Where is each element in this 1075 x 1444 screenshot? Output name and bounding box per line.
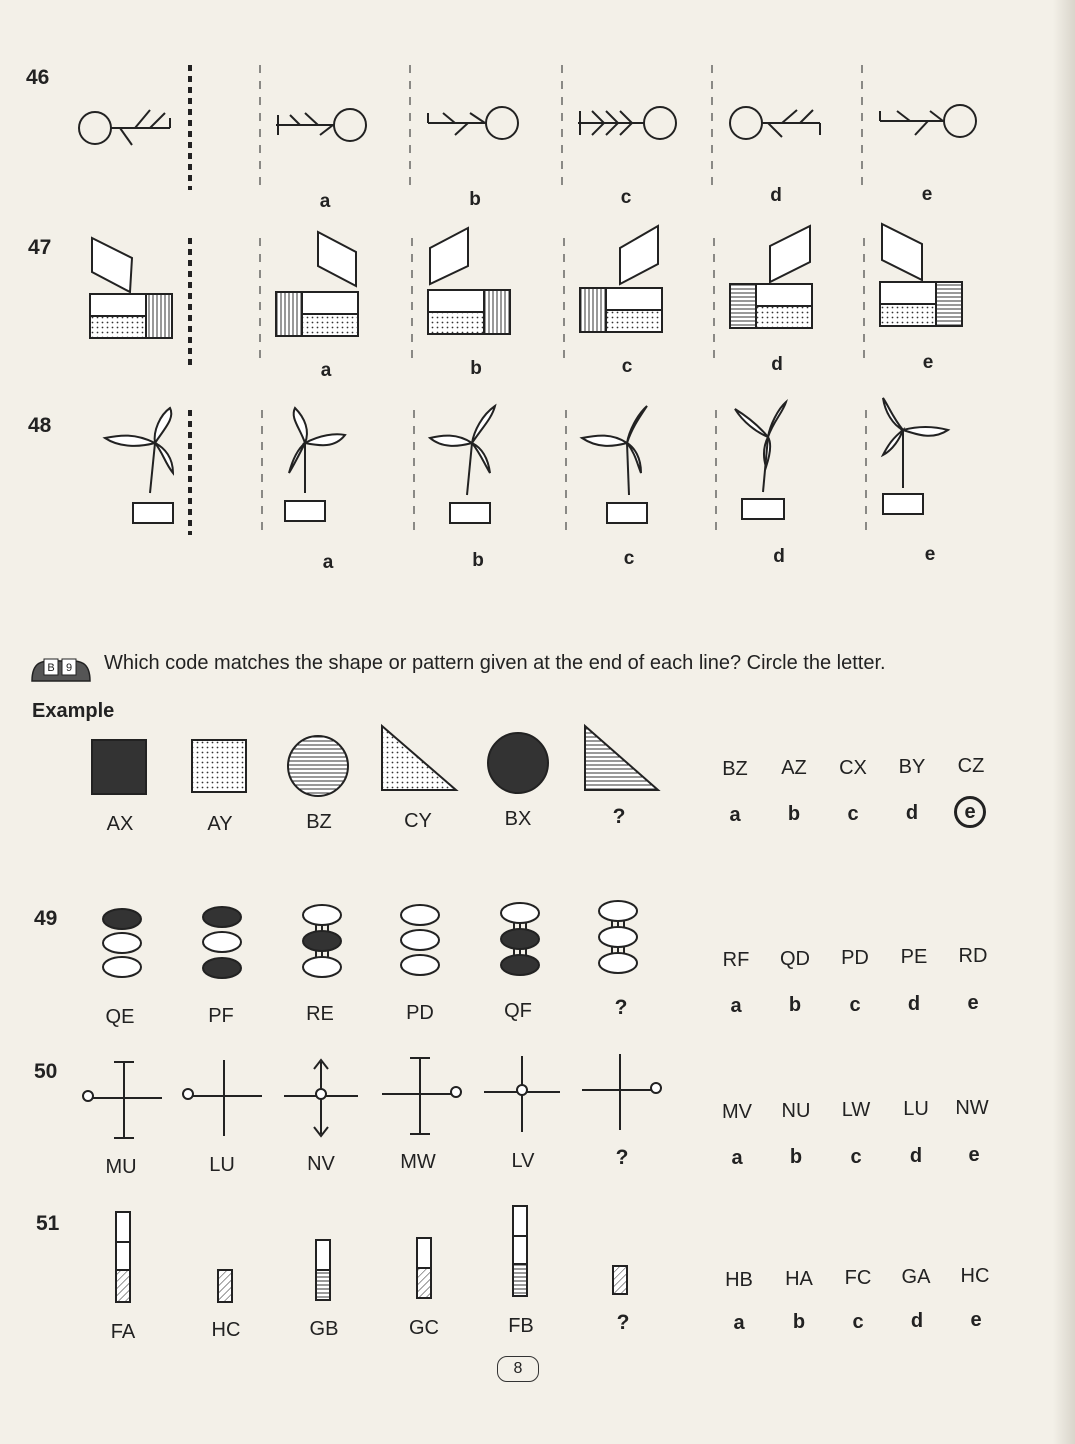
q51-option-d-code: GA bbox=[901, 1266, 931, 1288]
q50-figure-4 bbox=[382, 1058, 461, 1134]
q47-option-c-figure bbox=[580, 226, 662, 332]
question-48-figures bbox=[0, 395, 1000, 545]
q46-option-c-figure bbox=[578, 107, 676, 139]
question-46-figures bbox=[0, 55, 1000, 215]
q46-label-c[interactable]: c bbox=[620, 187, 632, 208]
q49-code-3: RE bbox=[306, 1003, 334, 1025]
q49-letter-c[interactable]: c bbox=[849, 994, 861, 1016]
q49-letter-a[interactable]: a bbox=[730, 995, 742, 1017]
q50-letter-c[interactable]: c bbox=[850, 1146, 862, 1168]
example-option-c-code: CX bbox=[839, 757, 867, 779]
q51-code-3: GB bbox=[309, 1318, 339, 1340]
q47-option-a-figure bbox=[276, 232, 358, 336]
example-code-4: CY bbox=[404, 810, 432, 832]
example-heading: Example bbox=[32, 700, 115, 722]
q48-option-d-figure bbox=[735, 402, 786, 519]
example-figures bbox=[0, 720, 700, 800]
badge-letter: B bbox=[47, 662, 55, 674]
q51-code-1: FA bbox=[110, 1321, 136, 1343]
q46-given-figure bbox=[79, 110, 170, 145]
q50-letter-d[interactable]: d bbox=[909, 1145, 923, 1167]
example-shape-striped-triangle bbox=[585, 726, 658, 790]
example-shape-striped-circle bbox=[288, 736, 348, 796]
q47-option-d-figure bbox=[730, 226, 812, 328]
example-shape-dotted-triangle bbox=[382, 726, 456, 790]
q50-option-e-code: NW bbox=[955, 1097, 989, 1119]
q47-label-d[interactable]: d bbox=[771, 354, 783, 375]
example-letter-d[interactable]: d bbox=[905, 802, 919, 824]
q49-option-e-code: RD bbox=[958, 945, 988, 967]
question-50-figures bbox=[0, 1050, 700, 1150]
q51-letter-b[interactable]: b bbox=[792, 1311, 806, 1333]
q48-label-a[interactable]: a bbox=[322, 552, 334, 573]
q49-figure-1 bbox=[103, 909, 141, 977]
q49-code-1: QE bbox=[105, 1006, 135, 1028]
question-51-number: 51 bbox=[36, 1212, 60, 1235]
q47-option-e-figure bbox=[880, 224, 962, 326]
question-49-number: 49 bbox=[34, 907, 58, 930]
question-47-figures bbox=[0, 220, 1000, 370]
q46-option-e-figure bbox=[880, 105, 976, 137]
badge-number: 9 bbox=[65, 662, 73, 674]
q48-option-e-figure bbox=[883, 398, 948, 514]
q50-option-b-code: NU bbox=[781, 1100, 811, 1122]
example-code-2: AY bbox=[207, 813, 233, 835]
q49-letter-b[interactable]: b bbox=[788, 994, 802, 1016]
q50-figure-2 bbox=[183, 1060, 262, 1136]
q46-label-b[interactable]: b bbox=[469, 189, 481, 210]
q50-question-mark: ? bbox=[615, 1146, 629, 1169]
q50-figure-3 bbox=[284, 1060, 358, 1136]
q49-option-b-code: QD bbox=[780, 948, 810, 970]
q50-code-3: NV bbox=[307, 1153, 335, 1175]
q50-figure-1 bbox=[83, 1062, 162, 1138]
question-46-number: 46 bbox=[26, 66, 50, 89]
q51-code-2: HC bbox=[211, 1319, 241, 1341]
question-51-figures bbox=[0, 1200, 700, 1310]
q49-figure-5 bbox=[501, 903, 539, 975]
example-option-d-code: BY bbox=[898, 756, 926, 778]
q51-code-4: GC bbox=[409, 1317, 439, 1339]
example-letter-b[interactable]: b bbox=[787, 803, 801, 825]
example-option-e-code: CZ bbox=[957, 755, 985, 777]
q49-letter-e[interactable]: e bbox=[967, 992, 979, 1014]
q51-figure-6 bbox=[613, 1266, 627, 1294]
q46-label-a[interactable]: a bbox=[319, 191, 331, 212]
book-badge-icon bbox=[30, 655, 92, 687]
page-number: 8 bbox=[497, 1356, 539, 1382]
q49-letter-d[interactable]: d bbox=[907, 993, 921, 1015]
q51-letter-c[interactable]: c bbox=[852, 1311, 864, 1333]
q50-code-1: MU bbox=[105, 1156, 137, 1178]
example-code-5: BX bbox=[504, 808, 532, 830]
q50-option-d-code: LU bbox=[903, 1098, 929, 1120]
q50-figure-6 bbox=[582, 1054, 661, 1130]
q50-option-c-code: LW bbox=[841, 1099, 871, 1121]
q47-label-a[interactable]: a bbox=[320, 360, 332, 381]
example-shape-black-circle bbox=[488, 733, 548, 793]
q51-figure-5 bbox=[513, 1206, 527, 1296]
q50-code-4: MW bbox=[400, 1151, 436, 1173]
q49-figure-3 bbox=[303, 905, 341, 977]
q48-given-figure bbox=[105, 408, 173, 523]
question-50-number: 50 bbox=[34, 1060, 58, 1083]
q49-question-mark: ? bbox=[614, 996, 628, 1019]
question-49-figures bbox=[0, 895, 700, 985]
q50-code-5: LV bbox=[511, 1150, 535, 1172]
q47-label-c[interactable]: c bbox=[621, 356, 633, 377]
q51-option-e-code: HC bbox=[960, 1265, 990, 1287]
example-shape-black-square bbox=[92, 740, 146, 794]
q49-code-4: PD bbox=[406, 1002, 434, 1024]
q50-code-2: LU bbox=[209, 1154, 235, 1176]
question-47-number: 47 bbox=[28, 236, 52, 259]
q51-figure-1 bbox=[116, 1212, 130, 1302]
q51-option-a-code: HB bbox=[725, 1269, 753, 1291]
example-code-1: AX bbox=[106, 813, 134, 835]
q48-label-c[interactable]: c bbox=[623, 548, 635, 569]
q49-figure-6 bbox=[599, 901, 637, 973]
q49-option-a-code: RF bbox=[722, 949, 750, 971]
example-option-a-code: BZ bbox=[722, 758, 748, 780]
q48-label-b[interactable]: b bbox=[472, 550, 484, 571]
q51-option-c-code: FC bbox=[844, 1267, 872, 1289]
q48-label-e[interactable]: e bbox=[924, 544, 936, 565]
q49-figure-2 bbox=[203, 907, 241, 978]
q51-option-b-code: HA bbox=[785, 1268, 813, 1290]
section-instruction: Which code matches the shape or pattern given at the end of each line? Circle the letter. bbox=[104, 652, 886, 674]
q50-letter-a[interactable]: a bbox=[731, 1147, 743, 1169]
q47-label-b[interactable]: b bbox=[470, 358, 482, 379]
q49-code-2: PF bbox=[208, 1005, 234, 1027]
q49-option-c-code: PD bbox=[841, 947, 869, 969]
q50-letter-e[interactable]: e bbox=[968, 1144, 980, 1166]
q51-code-5: FB bbox=[508, 1315, 534, 1337]
page-edge-shadow bbox=[1053, 0, 1075, 1444]
q51-letter-d[interactable]: d bbox=[910, 1310, 924, 1332]
q50-figure-5 bbox=[484, 1056, 560, 1132]
example-question-mark: ? bbox=[612, 805, 626, 828]
q48-option-c-figure bbox=[582, 406, 647, 523]
q46-label-e[interactable]: e bbox=[921, 184, 933, 205]
example-letter-a[interactable]: a bbox=[729, 804, 741, 826]
q48-option-b-figure bbox=[430, 406, 495, 523]
q47-given-figure bbox=[90, 238, 172, 338]
q51-question-mark: ? bbox=[616, 1311, 630, 1334]
example-letter-c[interactable]: c bbox=[847, 803, 859, 825]
example-shape-dotted-square bbox=[192, 740, 246, 792]
example-option-b-code: AZ bbox=[781, 757, 807, 779]
q48-option-a-figure bbox=[285, 408, 345, 521]
q51-figure-2 bbox=[218, 1270, 232, 1302]
q48-label-d[interactable]: d bbox=[773, 546, 785, 567]
q46-option-b-figure bbox=[428, 107, 518, 139]
q50-letter-b[interactable]: b bbox=[789, 1146, 803, 1168]
example-code-3: BZ bbox=[306, 811, 332, 833]
q50-option-a-code: MV bbox=[722, 1101, 752, 1123]
q49-figure-4 bbox=[401, 905, 439, 975]
q46-option-d-figure bbox=[730, 107, 820, 139]
q49-code-5: QF bbox=[504, 1000, 532, 1022]
q51-figure-3 bbox=[316, 1240, 330, 1300]
q49-option-d-code: PE bbox=[900, 946, 928, 968]
q51-letter-e[interactable]: e bbox=[970, 1309, 982, 1331]
q46-label-d[interactable]: d bbox=[770, 185, 782, 206]
example-answer-circled[interactable]: e bbox=[954, 796, 986, 828]
q46-option-a-figure bbox=[276, 109, 366, 141]
question-48-number: 48 bbox=[28, 414, 52, 437]
q47-label-e[interactable]: e bbox=[922, 352, 934, 373]
q47-option-b-figure bbox=[428, 228, 510, 334]
q51-letter-a[interactable]: a bbox=[733, 1312, 745, 1334]
q51-figure-4 bbox=[417, 1238, 431, 1298]
